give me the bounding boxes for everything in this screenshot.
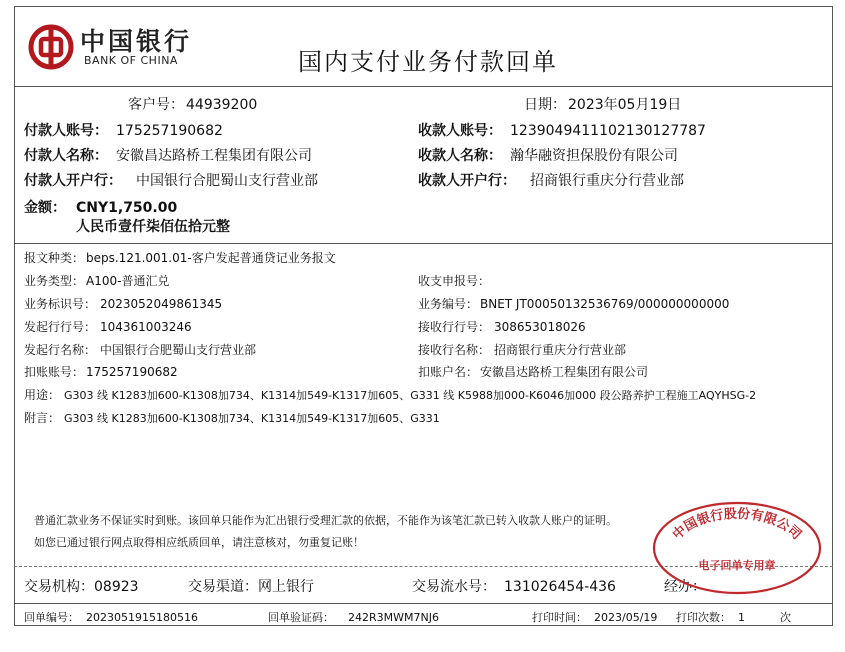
- debit-name-label: 扣账户名：: [418, 365, 479, 379]
- date-value: 2023年05月19日: [568, 97, 682, 113]
- transaction-divider: [14, 603, 833, 604]
- purpose-value: G303 线 K1283加600-K1308加734、K1314加549-K1317加605、G331 线 K5988加000-K6046加000 段公路养护工程施工AQYHSG-2: [64, 389, 757, 402]
- payer-name-value: 安徽昌达路桥工程集团有限公司: [116, 148, 312, 164]
- payer-account-value: 175257190682: [116, 123, 223, 139]
- recv-bank-name-label: 接收行名称：: [418, 343, 491, 357]
- electronic-receipt-seal: [650, 500, 824, 596]
- purpose-label: 用途：: [24, 388, 61, 402]
- amount-in-words: 人民币壹仟柒佰伍拾元整: [76, 219, 230, 235]
- customer-no-value: 44939200: [186, 97, 258, 113]
- verify-code-label: 回单验证码：: [268, 611, 334, 624]
- amount-value: CNY1,750.00: [76, 200, 178, 216]
- customer-no-label: 客户号：: [128, 97, 184, 113]
- recv-bank-no-label: 接收行行号：: [418, 320, 491, 334]
- biz-no-value: BNET JT00050132536769/000000000000: [480, 297, 730, 311]
- payee-name-label: 收款人名称：: [418, 148, 502, 164]
- trans-channel-label: 交易渠道：: [188, 579, 258, 595]
- payee-name-value: 瀚华融资担保股份有限公司: [510, 148, 678, 164]
- payer-name-label: 付款人名称：: [24, 148, 108, 164]
- remark-value: G303 线 K1283加600-K1308加734、K1314加549-K1317加605、G331: [64, 412, 440, 425]
- bank-name-cn: 中国银行: [80, 27, 193, 56]
- biz-type-label: 业务类型：: [24, 274, 85, 288]
- bank-name-en: BANK OF CHINA: [84, 54, 178, 67]
- print-count-unit: 次: [780, 611, 791, 624]
- receipt-no-label: 回单编号：: [24, 611, 79, 624]
- print-time-label: 打印时间：: [532, 611, 587, 624]
- payer-account-label: 付款人账号：: [24, 123, 108, 139]
- seal-org-text: 中国银行股份有限公司: [670, 506, 804, 543]
- origin-bank-name-label: 发起行名称：: [24, 343, 97, 357]
- debit-account-value: 175257190682: [86, 365, 178, 379]
- amount-label: 金额：: [24, 200, 66, 216]
- msg-type-value: beps.121.001.01-客户发起普通贷记业务报文: [86, 251, 336, 265]
- trans-org-value: 08923: [94, 579, 139, 595]
- payer-bank-value: 中国银行合肥蜀山支行营业部: [136, 173, 318, 189]
- debit-name-value: 安徽昌达路桥工程集团有限公司: [480, 365, 649, 379]
- date-label: 日期：: [524, 97, 566, 113]
- trans-channel-value: 网上银行: [258, 579, 314, 595]
- verify-code-value: 242R3MWM7NJ6: [348, 611, 439, 624]
- payee-account-value: 1239049411102130127787: [510, 123, 706, 139]
- payee-bank-value: 招商银行重庆分行营业部: [530, 173, 684, 189]
- notice-line-1: 普通汇款业务不保证实时到账。该回单只能作为汇出银行受理汇款的依据，不能作为该笔汇款已转入收款人账户的证明。: [34, 514, 617, 527]
- msg-type-label: 报文种类：: [24, 251, 85, 265]
- remark-label: 附言：: [24, 411, 61, 425]
- biz-type-value: A100-普通汇兑: [86, 274, 170, 288]
- print-count-value: 1: [738, 611, 745, 624]
- origin-bank-no-label: 发起行行号：: [24, 320, 97, 334]
- print-count-label: 打印次数：: [676, 611, 731, 624]
- origin-bank-name-value: 中国银行合肥蜀山支行营业部: [100, 343, 257, 357]
- receipt-report-label: 收支申报号：: [418, 274, 491, 288]
- biz-id-label: 业务标识号：: [24, 297, 97, 311]
- debit-account-label: 扣账账号：: [24, 365, 85, 379]
- biz-no-label: 业务编号：: [418, 297, 479, 311]
- trans-serial-label: 交易流水号：: [412, 579, 496, 595]
- bank-of-china-logo-icon: [28, 24, 74, 70]
- trans-org-label: 交易机构：: [24, 579, 94, 595]
- print-time-value: 2023/05/19: [594, 611, 658, 624]
- recv-bank-no-value: 308653018026: [494, 320, 586, 334]
- payer-bank-label: 付款人开户行：: [24, 173, 122, 189]
- summary-divider: [14, 243, 833, 244]
- payee-bank-label: 收款人开户行：: [418, 173, 516, 189]
- trans-serial-value: 131026454-436: [504, 579, 616, 595]
- header-divider: [14, 86, 833, 87]
- payee-account-label: 收款人账号：: [418, 123, 502, 139]
- seal-purpose-text: 电子回单专用章: [698, 559, 776, 572]
- origin-bank-no-value: 104361003246: [100, 320, 192, 334]
- receipt-no-value: 2023051915180516: [86, 611, 198, 624]
- biz-id-value: 2023052049861345: [100, 297, 223, 311]
- notice-line-2: 如您已通过银行网点取得相应纸质回单，请注意核对，勿重复记账！: [34, 536, 364, 549]
- recv-bank-name-value: 招商银行重庆分行营业部: [494, 343, 627, 357]
- handler-label: 经办：: [664, 579, 706, 595]
- page-title: 国内支付业务付款回单: [298, 48, 558, 76]
